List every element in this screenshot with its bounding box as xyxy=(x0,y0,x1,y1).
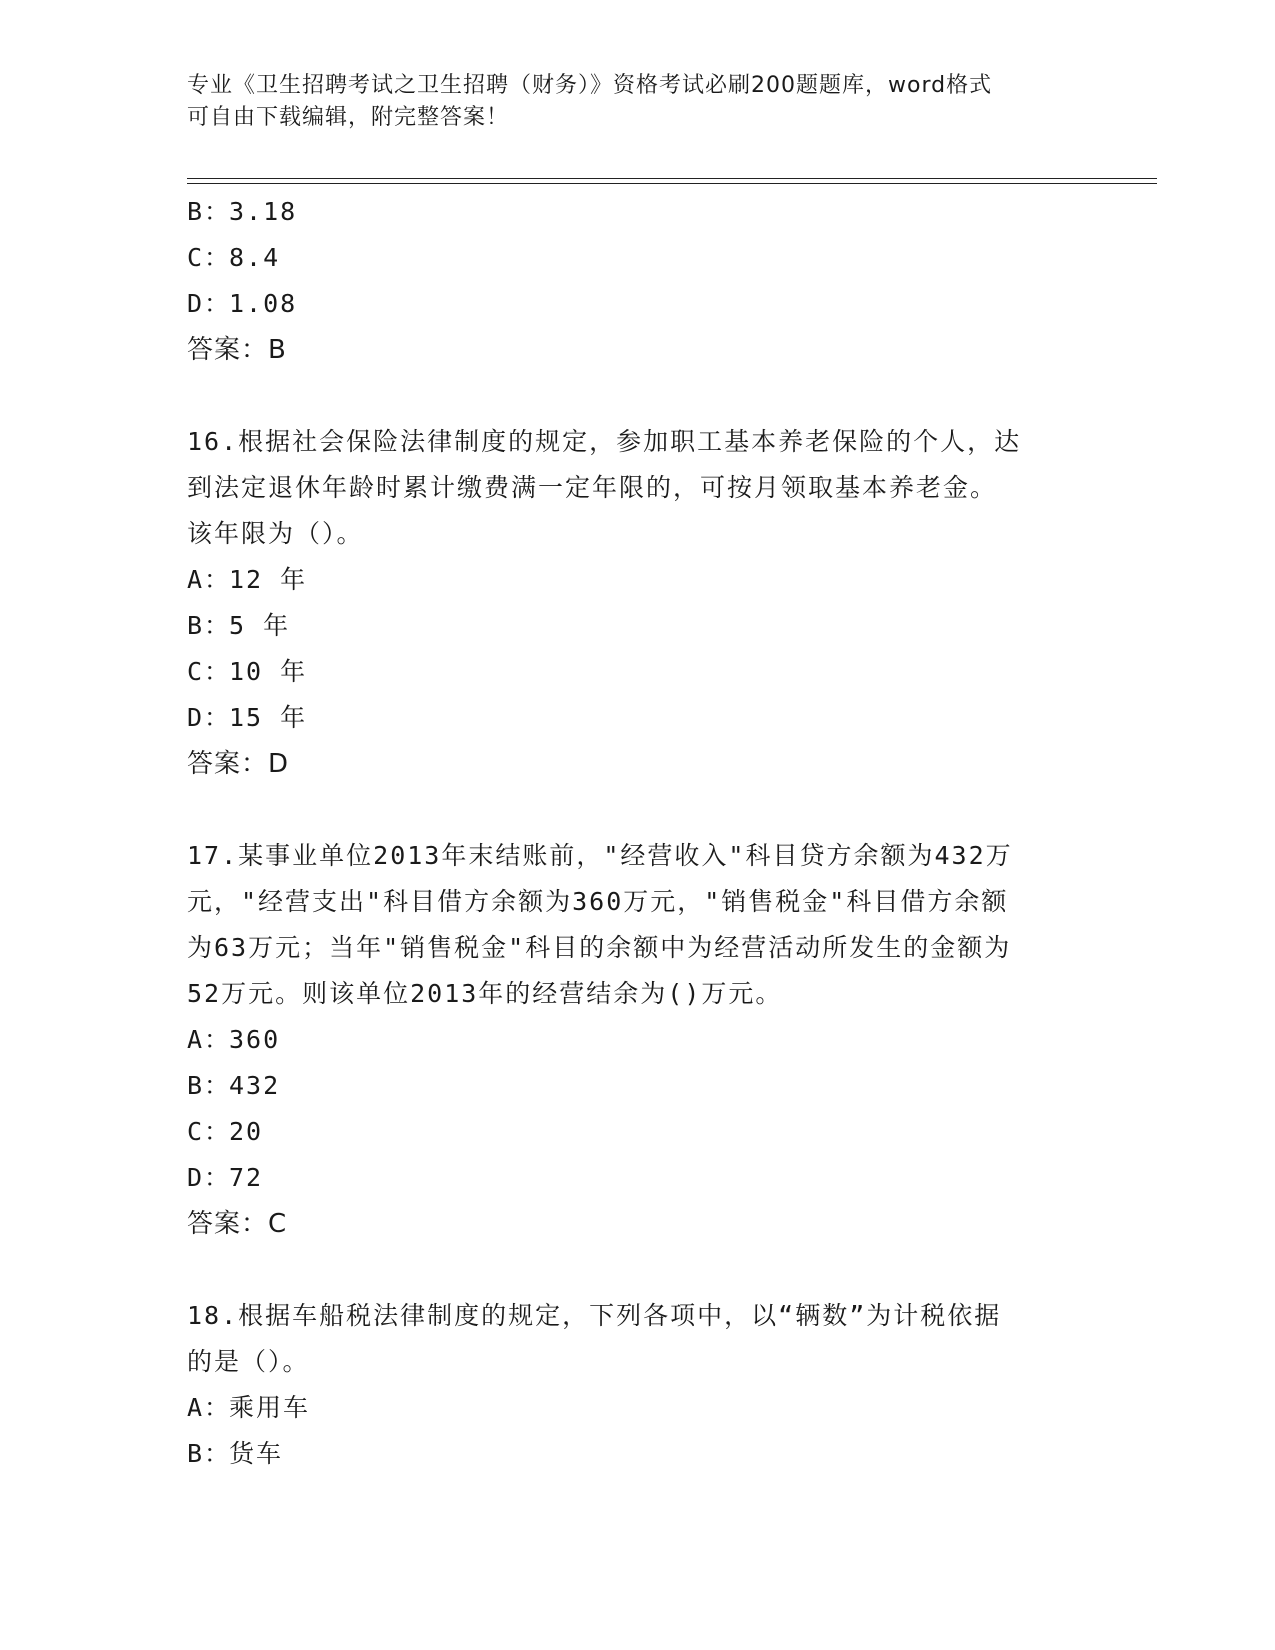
spacer xyxy=(187,787,1087,833)
question-text-line: 为63万元；当年"销售税金"科目的余额中为经营活动所发生的金额为 xyxy=(187,933,1012,962)
option-text: 12 年 xyxy=(229,565,308,594)
document-header xyxy=(187,70,1087,134)
option-text: 1.08 xyxy=(229,289,298,318)
option-text: 432 xyxy=(229,1071,281,1100)
question-text-line: 16.根据社会保险法律制度的规定，参加职工基本养老保险的个人，达 xyxy=(187,427,1022,456)
option-key: A： xyxy=(187,565,232,594)
option-d xyxy=(187,281,1087,327)
option-text: 乘用车 xyxy=(229,1393,311,1422)
option-key: C： xyxy=(187,1117,232,1146)
question-text-line: 17.某事业单位2013年末结账前，"经营收入"科目贷方余额为432万 xyxy=(187,841,1013,870)
option-b xyxy=(187,603,1087,649)
header-line-1: 专业《卫生招聘考试之卫生招聘（财务）》资格考试必刷200题题库，word格式 xyxy=(187,73,993,98)
option-key: A： xyxy=(187,1393,232,1422)
question-text-line: 到法定退休年龄时累计缴费满一定年限的，可按月领取基本养老金。 xyxy=(187,473,998,502)
question-text-line: 该年限为（）。 xyxy=(187,519,364,548)
spacer xyxy=(187,373,1087,419)
option-key: A： xyxy=(187,1025,232,1054)
question-text-line: 18.根据车船税法律制度的规定，下列各项中，以“辆数”为计税依据 xyxy=(187,1301,1002,1330)
option-key: D： xyxy=(187,289,232,318)
option-key: C： xyxy=(187,657,232,686)
option-key: D： xyxy=(187,1163,232,1192)
option-text: 货车 xyxy=(229,1439,284,1468)
option-text: 360 xyxy=(229,1025,281,1054)
option-text: 8.4 xyxy=(229,243,281,272)
option-d xyxy=(187,695,1087,741)
option-text: 72 xyxy=(229,1163,264,1192)
option-key: D： xyxy=(187,703,232,732)
option-b xyxy=(187,1063,1087,1109)
option-b xyxy=(187,189,1087,235)
option-key: C： xyxy=(187,243,232,272)
option-c xyxy=(187,1109,1087,1155)
document-body xyxy=(187,189,1087,1477)
option-c xyxy=(187,649,1087,695)
option-text: 5 年 xyxy=(229,611,291,640)
question-text-line: 元，"经营支出"科目借方余额为360万元，"销售税金"科目借方余额 xyxy=(187,887,1009,916)
header-divider-bottom xyxy=(187,183,1157,184)
question-18 xyxy=(187,1293,1087,1477)
option-key: B： xyxy=(187,1071,232,1100)
question-text-line: 的是（）。 xyxy=(187,1347,310,1376)
option-key: B： xyxy=(187,1439,232,1468)
question-15-tail xyxy=(187,189,1087,373)
answer: 答案：C xyxy=(187,1209,288,1239)
option-key: B： xyxy=(187,611,232,640)
header-divider-top xyxy=(187,178,1157,179)
option-text: 3.18 xyxy=(229,197,298,226)
answer: 答案：B xyxy=(187,335,287,365)
question-17 xyxy=(187,833,1087,1247)
option-key: B： xyxy=(187,197,232,226)
option-a xyxy=(187,1385,1087,1431)
spacer xyxy=(187,1247,1087,1293)
answer: 答案：D xyxy=(187,749,290,779)
option-d xyxy=(187,1155,1087,1201)
option-a xyxy=(187,1017,1087,1063)
option-text: 20 xyxy=(229,1117,264,1146)
option-b xyxy=(187,1431,1087,1477)
header-line-2: 可自由下载编辑，附完整答案！ xyxy=(187,105,510,130)
question-text-line: 52万元。则该单位2013年的经营结余为()万元。 xyxy=(187,979,783,1008)
option-text: 10 年 xyxy=(229,657,308,686)
option-text: 15 年 xyxy=(229,703,308,732)
option-a xyxy=(187,557,1087,603)
option-c xyxy=(187,235,1087,281)
question-16 xyxy=(187,419,1087,787)
